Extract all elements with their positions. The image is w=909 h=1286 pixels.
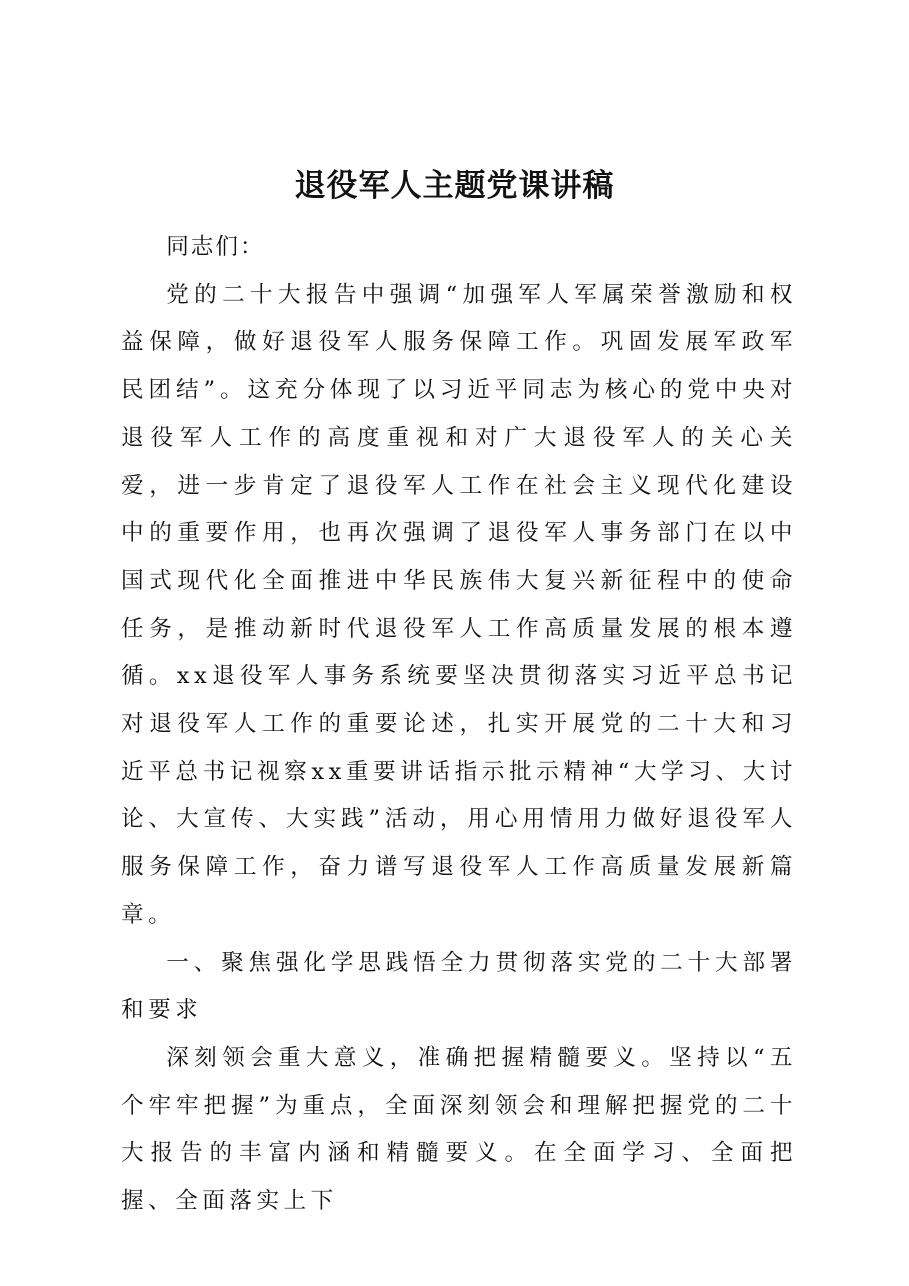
salutation: 同志们： (166, 234, 265, 260)
section-heading-1: 一、聚焦强化学思践悟全力贯彻落实党的二十大部署和要求 (121, 949, 797, 1024)
document-title: 退役军人主题党课讲稿 (294, 168, 615, 204)
document-body (121, 224, 797, 1226)
paragraph-intro: 党的二十大报告中强调“加强军人军属荣誉激励和权益保障，做好退役军人服务保障工作。巩固发展军政军民团结”。这充分体现了以习近平同志为核心的党中央对退役军人工作的高度重视和对广大退役军人的关心关爱，进一步肯定了退役军人工作在社会主义现代化建设中的重要作用，也再次强调了退役军人事务部门在以中国式现代化全面推进中华民族伟大复兴新征程中的使命任务，是推动新时代退役军人工作高质量发展的根本遵循。xx退役军人事务系统要坚决贯彻落实习近平总书记对退役军人工作的重要论述，扎实开展党的二十大和习近平总书记视察xx重要讲话指示批示精神“大学习、大讨论、大宣传、大实践”活动，用心用情用力做好退役军人服务保障工作，奋力谱写退役军人工作高质量发展新篇章。 (121, 281, 797, 928)
paragraph-section-1: 深刻领会重大意义，准确把握精髓要义。坚持以“五个牢牢把握”为重点，全面深刻领会和理解把握党的二十大报告的丰富内涵和精髓要义。在全面学习、全面把握、全面落实上下 (121, 1044, 797, 1215)
